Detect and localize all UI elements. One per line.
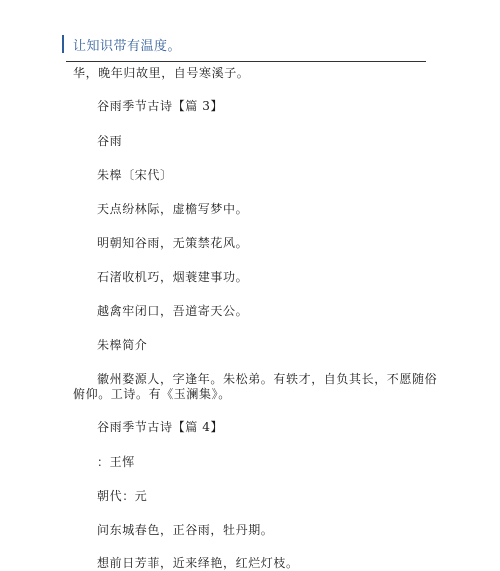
document-header bbox=[62, 34, 181, 54]
poem-title: 谷雨 bbox=[97, 134, 123, 148]
section-heading: 谷雨季节古诗【篇 3】 bbox=[97, 99, 224, 113]
poem-line: 越禽牢闭口，吾道寄天公。 bbox=[97, 304, 249, 318]
poem-dynasty: 朝代：元 bbox=[97, 489, 148, 503]
section-heading: 谷雨季节古诗【篇 4】 bbox=[97, 420, 224, 434]
poem-line: 天点纷林际，虚檐写梦中。 bbox=[97, 202, 249, 216]
poem-line: 明朝知谷雨，无策禁花风。 bbox=[97, 236, 249, 250]
author-bio-line: 俯仰。工诗。有《玉澜集》。 bbox=[73, 387, 231, 401]
header-title: 让知识带有温度。 bbox=[73, 38, 182, 54]
poem-author: ：王恽 bbox=[97, 455, 135, 469]
author-intro-heading: 朱槔简介 bbox=[97, 338, 148, 352]
poem-line: 想前日芳菲，近来绎艳，红烂灯枝。 bbox=[97, 556, 299, 570]
poem-line: 石渚收机巧，烟蓑建事功。 bbox=[97, 270, 249, 284]
poem-author: 朱槔〔宋代〕 bbox=[97, 168, 173, 182]
author-bio-line: 徽州婺源人，字逢年。朱松弟。有轶才，自负其长，不愿随俗 bbox=[97, 372, 438, 386]
paragraph-line: 华，晚年归故里，自号寒溪子。 bbox=[73, 66, 250, 80]
poem-line: 问东城春色，正谷雨，牡丹期。 bbox=[97, 523, 274, 537]
header-accent-bar bbox=[62, 35, 64, 53]
header-divider bbox=[66, 61, 426, 62]
